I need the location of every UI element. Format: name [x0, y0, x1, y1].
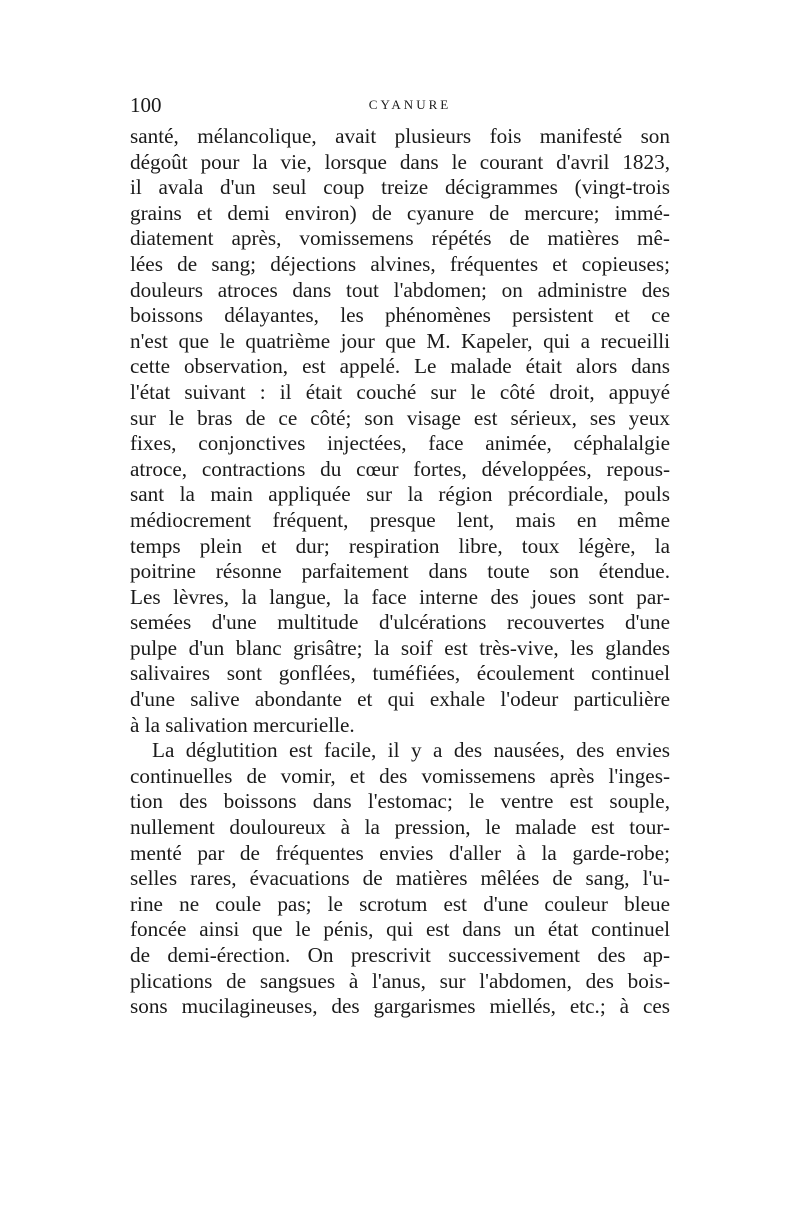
text-line: salivaires sont gonflées, tuméfiées, écoulement continuel: [130, 661, 670, 686]
text-line: continuelles de vomir, et des vomissemens après l'inges-: [130, 763, 670, 788]
text-line: temps plein et dur; respiration libre, toux légère, la: [130, 533, 670, 558]
text-line: grains et demi environ) de cyanure de mercure; immé-: [130, 200, 670, 225]
text-line: d'une salive abondante et qui exhale l'odeur particulière: [130, 687, 670, 712]
text-line: médiocrement fréquent, presque lent, mais en même: [130, 507, 670, 532]
text-line: santé, mélancolique, avait plusieurs fois manifesté son: [130, 124, 670, 148]
text-line: semées d'une multitude d'ulcérations recouvertes d'une: [130, 610, 670, 635]
text-line: La déglutition est facile, il y a des nausées, des envies: [152, 738, 670, 763]
text-line: nullement douloureux à la pression, le malade est tour-: [130, 815, 670, 840]
text-line: de demi-érection. On prescrivit successivement des ap-: [130, 943, 670, 967]
text-line: selles rares, évacuations de matières mêlées de sang, l'u-: [130, 866, 670, 891]
text-line: cette observation, est appelé. Le malade était alors dans: [130, 354, 670, 379]
text-line: boissons délayantes, les phénomènes persistent et ce: [130, 303, 670, 328]
text-line: menté par de fréquentes envies d'aller à la garde-robe;: [130, 840, 670, 865]
text-line: sur le bras de ce côté; son visage est sérieux, ses yeux: [130, 405, 670, 430]
page-header: [130, 90, 670, 120]
text-line: il avala d'un seul coup treize décigrammes (vingt-trois: [130, 175, 670, 200]
text-line: fixes, conjonctives injectées, face animée, céphalalgie: [130, 431, 670, 456]
text-line: n'est que le quatrième jour que M. Kapeler, qui a recueilli: [130, 328, 670, 353]
running-head: CYANURE: [368, 97, 452, 112]
page-number: 100: [130, 93, 162, 117]
text-line: diatement après, vomissemens répétés de matières mê-: [130, 226, 670, 251]
text-line: dégoût pour la vie, lorsque dans le courant d'avril 1823,: [130, 149, 670, 174]
body-text: [130, 124, 670, 1020]
text-line: douleurs atroces dans tout l'abdomen; on administre des: [130, 277, 670, 302]
text-line: sons mucilagineuses, des gargarismes miellés, etc.; à ces: [130, 994, 670, 1019]
text-line: foncée ainsi que le pénis, qui est dans un état continuel: [130, 917, 670, 942]
text-line: tion des boissons dans l'estomac; le ventre est souple,: [130, 789, 670, 814]
text-line: pulpe d'un blanc grisâtre; la soif est très-vive, les glandes: [130, 635, 670, 660]
text-line: l'état suivant : il était couché sur le côté droit, appuyé: [130, 379, 670, 404]
text-line: sant la main appliquée sur la région précordiale, pouls: [130, 482, 670, 507]
paragraph-1: [130, 124, 670, 738]
text-line: rine ne coule pas; le scrotum est d'une couleur bleue: [130, 891, 670, 916]
text-line: atroce, contractions du cœur fortes, développées, repous-: [130, 456, 670, 481]
text-line: plications de sangsues à l'anus, sur l'abdomen, des bois-: [130, 968, 670, 993]
paragraph-2: [130, 738, 670, 1020]
text-line: Les lèvres, la langue, la face interne des joues sont par-: [130, 584, 670, 609]
text-line: poitrine résonne parfaitement dans toute son étendue.: [130, 559, 670, 584]
text-line: lées de sang; déjections alvines, fréquentes et copieuses;: [130, 251, 670, 276]
text-line: à la salivation mercurielle.: [130, 712, 355, 737]
